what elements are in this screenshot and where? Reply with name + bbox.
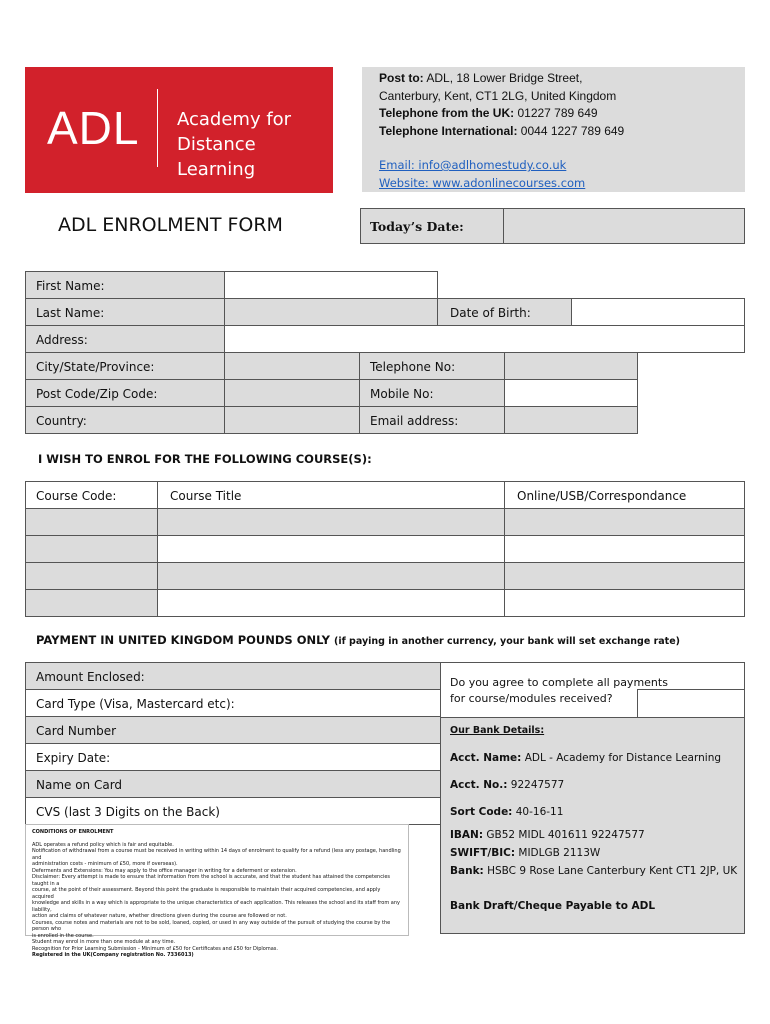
conditions-registration: Registered in the UK(Company registration No. 7336013) (32, 952, 194, 958)
dob-field[interactable] (571, 298, 745, 326)
bank-swift: SWIFT/BIC: MIDLGB 2113W (450, 847, 601, 859)
bank-sort-code: Sort Code: 40-16-11 (450, 806, 564, 818)
address-label-cell: Address: (25, 325, 225, 353)
country-field[interactable] (224, 406, 360, 434)
course-code-cell[interactable] (25, 589, 158, 617)
dob-label-cell: Date of Birth: (437, 298, 572, 326)
conditions-line: Deferments and Extensions: You may apply to the office manager in writing for a deferment or extension. (32, 867, 297, 874)
bank-acct-name: Acct. Name: ADL - Academy for Distance Learning (450, 752, 722, 764)
email-label-cell: Email address: (359, 406, 505, 434)
course-code-cell[interactable] (25, 508, 158, 536)
address-field[interactable] (224, 325, 745, 353)
last-name-label-cell: Last Name: (25, 298, 225, 326)
course-mode-cell[interactable] (504, 508, 745, 536)
cvs-row[interactable]: CVS (last 3 Digits on the Back) (25, 797, 441, 825)
telephone-international: Telephone International: 0044 1227 789 649 (379, 123, 625, 138)
card-type-row[interactable]: Card Type (Visa, Mastercard etc): (25, 689, 441, 717)
course-title-header: Course Title (157, 481, 505, 509)
course-title-cell[interactable] (157, 562, 505, 590)
bank-heading: Our Bank Details: (450, 725, 545, 736)
bank-iban: IBAN: GB52 MIDL 401611 92247577 (450, 829, 645, 841)
course-mode-header: Online/USB/Correspondance (504, 481, 745, 509)
country-label-cell: Country: (25, 406, 225, 434)
bank-name: Bank: HSBC 9 Rose Lane Canterbury Kent CT1 2JP, UK (450, 865, 738, 877)
conditions-heading: CONDITIONS OF ENROLMENT (32, 829, 114, 835)
conditions-line: Student may enrol in more than one module at any time. (32, 939, 176, 945)
postcode-label-cell: Post Code/Zip Code: (25, 379, 225, 407)
conditions-line: Notification of withdrawal from a course must be received in writing within 14 days of enrolment to qualify for a refund (less any postage, handling and (32, 848, 401, 861)
telephone-label-cell: Telephone No: (359, 352, 505, 380)
telephone-uk: Telephone from the UK: 01227 789 649 (379, 106, 598, 120)
bank-acct-no: Acct. No.: 92247577 (450, 779, 565, 791)
postcode-field[interactable] (224, 379, 360, 407)
conditions-line: course, at the point of their assessment. Beyond this point the graduate is responsible to maintain their acquired competencies, and apply acquired (32, 887, 381, 900)
course-mode-cell[interactable] (504, 562, 745, 590)
payment-heading: PAYMENT IN UNITED KINGDOM POUNDS ONLY (if paying in another currency, your bank will set exchange rate) (36, 633, 680, 647)
first-name-label-cell: First Name: (25, 271, 225, 299)
contact-box: Post to: ADL, 18 Lower Bridge Street, Canterbury, Kent, CT1 2LG, United Kingdom Telephone from the UK: 01227 789 649 Telephone International: 0044 1227 789 649 Email: info@adlhomestudy.co.uk Website: www.adonlinecourses.com (362, 67, 745, 192)
mobile-field[interactable] (504, 379, 638, 407)
mobile-label-cell: Mobile No: (359, 379, 505, 407)
name-on-card-row[interactable]: Name on Card (25, 770, 441, 798)
last-name-field[interactable] (224, 298, 438, 326)
adl-logo (25, 67, 333, 193)
payment-heading-note: (if paying in another currency, your bank will set exchange rate) (333, 636, 680, 647)
courses-heading: I WISH TO ENROL FOR THE FOLLOWING COURSE(S): (38, 452, 372, 466)
course-mode-cell[interactable] (504, 589, 745, 617)
todays-date-label-cell: Today’s Date: (360, 208, 504, 244)
conditions-line: ADL operates a refund policy which is fair and equitable. (32, 841, 174, 848)
email-field[interactable] (504, 406, 638, 434)
course-title-cell[interactable] (157, 535, 505, 563)
telephone-field[interactable] (504, 352, 638, 380)
course-code-cell[interactable] (25, 535, 158, 563)
agree-box: Do you agree to complete all payments for course/modules received? (440, 662, 745, 718)
city-label-cell: City/State/Province: (25, 352, 225, 380)
conditions-line: Disclaimer: Every attempt is made to ensure that information from the school is accurate, and that the student has attained the competencies taught in a (32, 874, 391, 887)
conditions-line: administration costs - minimum of £50, more if overseas). (32, 861, 178, 867)
city-field[interactable] (224, 352, 360, 380)
conditions-line: action and claims of whatever nature, whether directions given during the course are followed or not. (32, 913, 287, 919)
email-link[interactable]: Email: info@adlhomestudy.co.uk (379, 158, 567, 172)
logo-divider (157, 89, 158, 167)
conditions-line: Courses, course notes and materials are not to be sold, loaned, copied, or used in any way outside of the pursuit of studying the course by the person who (32, 919, 391, 932)
conditions-line: knowledge and skills in a way which is appropriate to the unique characteristics of each application. This releases the school and its staff from any liability, (32, 900, 400, 913)
agree-answer-field[interactable] (637, 689, 745, 718)
bank-draft-note: Bank Draft/Cheque Payable to ADL (450, 900, 656, 912)
card-number-row[interactable]: Card Number (25, 716, 441, 744)
course-mode-cell[interactable] (504, 535, 745, 563)
website-link[interactable]: Website: www.adonlinecourses.com (379, 175, 586, 190)
first-name-field[interactable] (224, 271, 438, 299)
form-title: ADL ENROLMENT FORM (58, 214, 283, 236)
post-address: Post to: ADL, 18 Lower Bridge Street, (379, 71, 583, 85)
course-title-cell[interactable] (157, 589, 505, 617)
amount-row[interactable]: Amount Enclosed: (25, 662, 441, 690)
conditions-box (25, 824, 409, 958)
expiry-row[interactable]: Expiry Date: (25, 743, 441, 771)
logo-text: Academy for Distance Learning (177, 109, 292, 180)
todays-date-field[interactable] (503, 208, 745, 244)
course-title-cell[interactable] (157, 508, 505, 536)
logo-abbreviation: ADL (47, 102, 140, 154)
course-code-header: Course Code: (25, 481, 158, 509)
conditions-line: is enrolled in the course. (32, 932, 94, 939)
course-code-cell[interactable] (25, 562, 158, 590)
conditions-line: Recognition for Prior Learning Submission - Minimum of £50 for Certificates and £50 for Diplomas. (32, 945, 278, 952)
